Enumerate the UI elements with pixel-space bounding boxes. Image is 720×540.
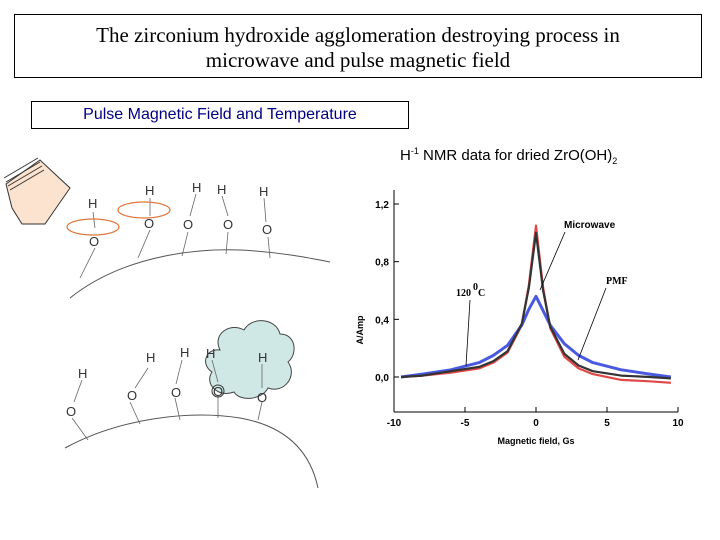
annotation-microwave: Microwave <box>564 220 616 231</box>
atom-h: H <box>258 350 268 365</box>
atom-o: O <box>223 217 234 232</box>
title-line-2: microwave and pulse magnetic field <box>205 48 511 72</box>
annotation-leader-pmf <box>578 288 606 360</box>
x-tick-label: 5 <box>604 418 610 429</box>
x-axis-label: Magnetic field, Gs <box>497 436 575 446</box>
nmr-caption-sup: -1 <box>410 146 419 156</box>
annotation-120: 120 <box>456 288 471 299</box>
atom-h: H <box>206 346 216 361</box>
series-line-microwave <box>401 226 671 383</box>
x-tick-label: 0 <box>533 418 539 429</box>
atom-o: O <box>183 217 194 232</box>
annotation-degree: 0 <box>473 282 478 293</box>
annotation-leader-120c <box>466 300 470 366</box>
series-line-120c <box>401 233 671 379</box>
atom-o: O <box>213 384 224 399</box>
section-subtitle: Pulse Magnetic Field and Temperature <box>31 101 409 129</box>
spin-ring-left <box>67 219 119 235</box>
nmr-caption-middle: NMR data for dried ZrO(OH) <box>418 147 613 164</box>
y-tick-label: 1,2 <box>375 200 389 211</box>
atom-o: O <box>257 390 268 405</box>
atom-o: O <box>144 216 155 231</box>
nmr-caption-prefix: H <box>400 147 411 164</box>
y-tick-label: 0,0 <box>375 373 389 384</box>
atom-o: O <box>89 234 100 249</box>
particle-surface-top <box>70 250 330 298</box>
annotation-pmf: PMF <box>606 276 628 287</box>
magnet-arrow-icon <box>4 158 70 224</box>
nmr-caption-sub: 2 <box>612 156 618 166</box>
atom-h: H <box>180 345 190 360</box>
atom-h: H <box>146 350 156 365</box>
y-axis-label: A/Amp <box>355 315 365 345</box>
atom-o: O <box>66 404 77 419</box>
atom-h: H <box>192 180 202 195</box>
x-tick-label: 10 <box>672 418 684 429</box>
y-tick-label: 0,4 <box>375 315 389 327</box>
atom-o: O <box>171 385 182 400</box>
atom-h: H <box>78 366 88 381</box>
y-tick-label: 0,8 <box>375 257 389 269</box>
annotation-leader-microwave <box>540 232 565 290</box>
atom-h: H <box>145 183 155 198</box>
atom-h: H <box>259 184 269 199</box>
atom-o: O <box>262 222 273 237</box>
x-tick-label: -10 <box>386 418 402 429</box>
x-tick-label: -5 <box>460 418 470 429</box>
annotation-celsius: C <box>478 288 486 299</box>
title-line-1: The zirconium hydroxide agglomeration destroying process in <box>96 23 620 47</box>
series-line-pmf <box>401 296 671 377</box>
atom-h: H <box>217 182 227 197</box>
particle-surface-bottom <box>65 415 318 488</box>
atom-o: O <box>127 388 138 403</box>
top-bonds <box>80 194 273 278</box>
atom-h: H <box>88 196 98 211</box>
nmr-chart <box>355 190 684 446</box>
